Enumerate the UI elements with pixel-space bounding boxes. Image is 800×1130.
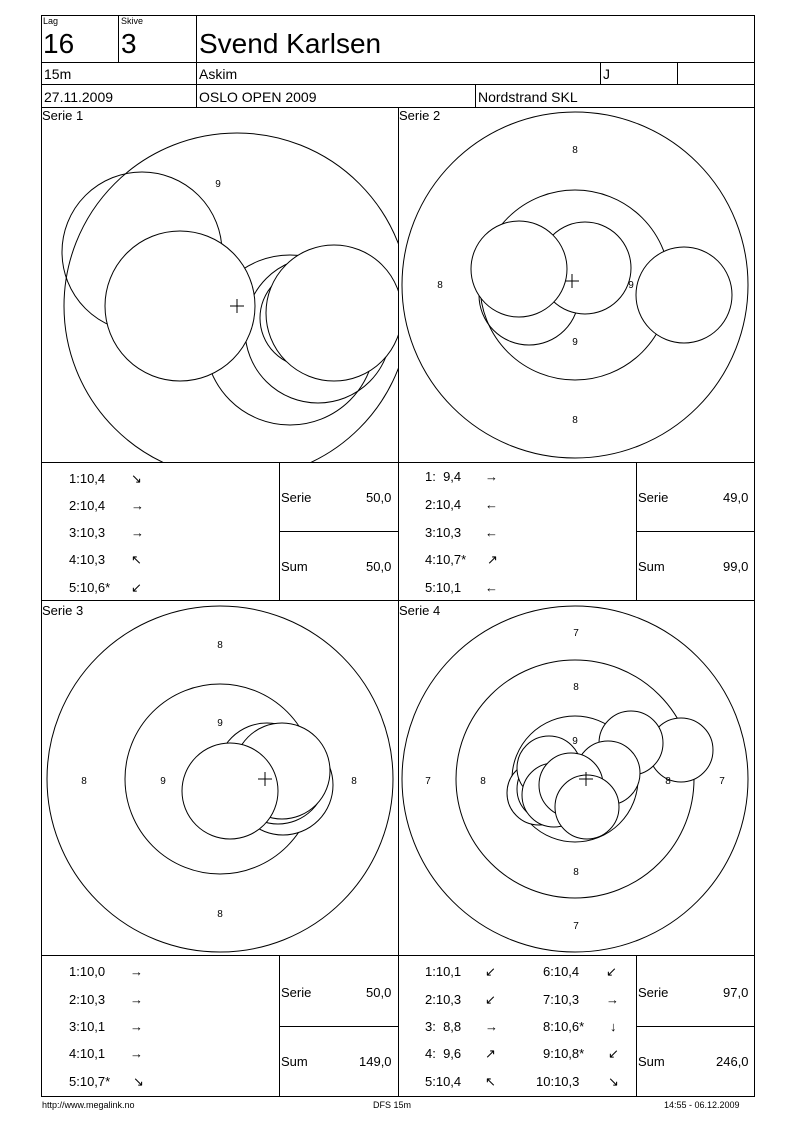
shot-score: 4:10,3 [69, 552, 106, 567]
sum-label: Sum [281, 559, 308, 574]
ring-label: 9 [572, 736, 578, 747]
date: 27.11.2009 [44, 89, 114, 105]
ring-label: 7 [719, 776, 725, 787]
ring-label: 9 [572, 337, 578, 348]
shot-score: 8:10,6* [543, 1019, 585, 1034]
shot-score: 2:10,4 [425, 497, 462, 512]
shot-score: 3:10,3 [425, 525, 462, 540]
serie-score: 50,0 [366, 985, 392, 1000]
serie-score: 50,0 [366, 490, 392, 505]
ring-label: 8 [437, 280, 443, 291]
ring-label: 8 [81, 776, 87, 787]
header-rule [118, 15, 119, 62]
header-rule [677, 62, 678, 84]
ring-label: 8 [351, 776, 357, 787]
serie-label: Serie [638, 490, 669, 505]
shot-hole [636, 247, 732, 343]
sum-label: Sum [638, 559, 665, 574]
shot-score: 9:10,8* [543, 1046, 585, 1061]
shot-score: 1:10,4 [69, 471, 106, 486]
header-rule [196, 15, 197, 108]
shot-score: 2:10,3 [425, 992, 462, 1007]
header-rule [600, 62, 601, 84]
footer-url[interactable]: http://www.megalink.no [42, 1100, 135, 1110]
shot-score: 2:10,3 [69, 992, 106, 1007]
shot-score: 5:10,1 [425, 580, 462, 595]
shot-direction-icon: → [485, 469, 498, 484]
sum-label: Sum [281, 1054, 308, 1069]
shot-direction-icon: → [130, 1046, 143, 1061]
shot-score: 5:10,6* [69, 580, 111, 595]
shot-direction-icon: → [485, 1019, 498, 1034]
ring-label: 9 [217, 718, 223, 729]
ring-label: 8 [573, 867, 579, 878]
sum-score: 99,0 [723, 559, 749, 574]
club: Askim [199, 66, 238, 82]
shot-score: 1:10,0 [69, 964, 106, 979]
ring-label: 9 [160, 776, 166, 787]
ring-label: 7 [573, 921, 579, 932]
ring-label: 8 [572, 415, 578, 426]
header-rule [41, 84, 755, 85]
shot-direction-icon: ↘ [133, 1074, 144, 1089]
header-rule [41, 62, 755, 63]
shot-score: 3: 8,8 [425, 1019, 462, 1034]
shooter-name: Svend Karlsen [199, 28, 382, 59]
grid-rule [41, 955, 755, 956]
footer-timestamp: 14:55 - 06.12.2009 [664, 1100, 740, 1110]
skive-value: 3 [121, 28, 137, 59]
shot-direction-icon: → [130, 992, 143, 1007]
shot-direction-icon: ← [485, 580, 498, 595]
shot-direction-icon: ↙ [485, 992, 496, 1007]
shot-direction-icon: → [606, 992, 619, 1007]
shot-direction-icon: → [130, 1019, 143, 1034]
shot-score: 3:10,3 [69, 525, 106, 540]
grid-rule [636, 531, 755, 532]
shot-direction-icon: ↙ [606, 964, 617, 979]
ring-label: 8 [573, 682, 579, 693]
ring-label: 7 [573, 628, 579, 639]
shot-direction-icon: ↘ [131, 471, 142, 486]
grid-rule [41, 462, 755, 463]
serie-1-title: Serie 1 [42, 108, 84, 123]
ring-label: 7 [425, 776, 431, 787]
serie-label: Serie [638, 985, 669, 1000]
footer-program: DFS 15m [373, 1100, 412, 1110]
shot-direction-icon: ↗ [487, 552, 498, 567]
shot-direction-icon: → [131, 498, 144, 513]
ring-label: 9 [628, 280, 634, 291]
sum-score: 149,0 [359, 1054, 392, 1069]
grid-rule [41, 600, 755, 601]
serie-4-title: Serie 4 [399, 603, 441, 618]
grid-rule [279, 531, 399, 532]
grid-rule [279, 1026, 399, 1027]
serie-2-title: Serie 2 [399, 108, 441, 123]
serie-score: 97,0 [723, 985, 749, 1000]
serie-label: Serie [281, 985, 312, 1000]
serie-3-title: Serie 3 [42, 603, 84, 618]
shot-score: 4: 9,6 [425, 1046, 462, 1061]
grid-rule [636, 1026, 755, 1027]
target-serie-1 [42, 108, 398, 462]
target-serie-3 [42, 603, 398, 955]
sum-score: 246,0 [716, 1054, 749, 1069]
shot-score: 4:10,7* [425, 552, 467, 567]
ring-label: 8 [572, 145, 578, 156]
lag-value: 16 [43, 28, 75, 59]
shot-score: 5:10,4 [425, 1074, 462, 1089]
ring-label: 8 [217, 909, 223, 920]
competition: OSLO OPEN 2009 [199, 89, 317, 105]
shot-direction-icon: ↘ [608, 1074, 619, 1089]
shot-hole [471, 221, 567, 317]
shot-direction-icon: ↙ [608, 1046, 619, 1061]
serie-score: 49,0 [723, 490, 749, 505]
shot-score: 6:10,4 [543, 964, 580, 979]
target-serie-2 [399, 108, 755, 462]
ring-label: 9 [215, 179, 221, 190]
shot-direction-icon: ← [485, 525, 498, 540]
shot-score: 1:10,1 [425, 964, 462, 979]
shot-direction-icon: ↖ [485, 1074, 496, 1089]
shot-score: 3:10,1 [69, 1019, 106, 1034]
class: J [603, 66, 610, 82]
shot-direction-icon: ↓ [610, 1019, 617, 1034]
ring-label: 8 [480, 776, 486, 787]
header-rule [475, 84, 476, 108]
shot-direction-icon: ↙ [131, 580, 142, 595]
shot-direction-icon: ↙ [485, 964, 496, 979]
target-serie-4 [399, 603, 755, 955]
shot-direction-icon: → [130, 964, 143, 979]
shot-score: 2:10,4 [69, 498, 106, 513]
shot-hole [555, 775, 619, 839]
shot-hole [182, 743, 278, 839]
sum-label: Sum [638, 1054, 665, 1069]
shot-direction-icon: ↗ [485, 1046, 496, 1061]
shot-score: 1: 9,4 [425, 469, 462, 484]
venue: Nordstrand SKL [478, 89, 578, 105]
shot-score: 10:10,3 [536, 1074, 580, 1089]
lag-label: Lag [43, 16, 59, 26]
shot-score: 7:10,3 [543, 992, 580, 1007]
shot-score: 5:10,7* [69, 1074, 111, 1089]
shot-direction-icon: ↖ [131, 552, 142, 567]
serie-label: Serie [281, 490, 312, 505]
ring-label: 8 [217, 640, 223, 651]
ring-label: 8 [665, 776, 671, 787]
shot-hole [266, 245, 398, 381]
shot-score: 4:10,1 [69, 1046, 106, 1061]
skive-label: Skive [121, 16, 144, 26]
distance: 15m [44, 66, 72, 82]
shot-direction-icon: → [131, 525, 144, 540]
sum-score: 50,0 [366, 559, 392, 574]
shot-direction-icon: ← [485, 497, 498, 512]
